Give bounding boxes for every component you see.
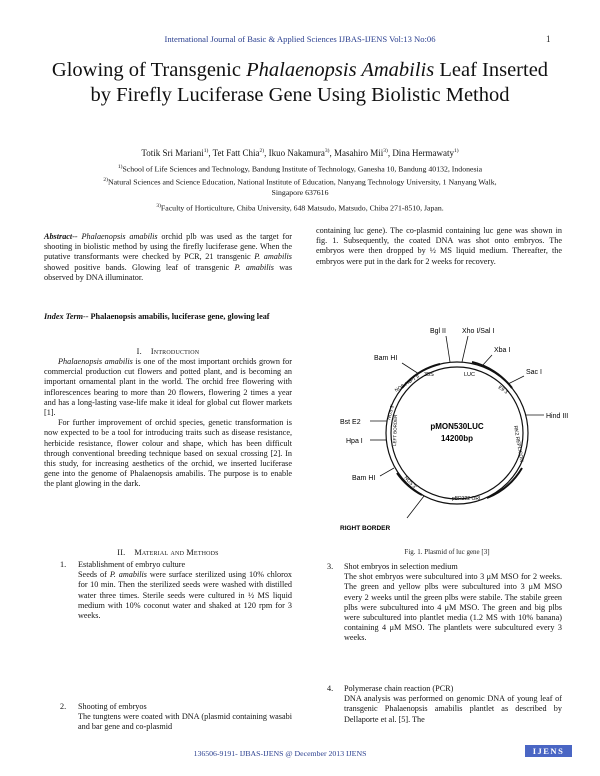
ijens-logo: IJENS [525,745,572,757]
intro-text: is one of the most important orchids grown for commercial production cut flowers and potted plant, and is becoming an important ornamental plant in the world. The orchid free flowering with inflorescences bearing to more than 20 flowers, flowering 2 times a year and has a long-lasting vase-life make it ideal for global cut flower markets [1]. [44,357,293,418]
site-line [508,376,524,384]
list-item-text: were surface sterilized using 10% chlorox for 10 min. Then the sterilized seeds were washed with distilled water three times. Sterile seeds were cultured in ½ MS liquid medium with 10% coconut water and shaked at 120 rpm for 3 weeks. [78,570,293,621]
list-number: 3. [327,562,334,571]
list-number: 2. [60,702,67,711]
author-affil: 3) [383,148,388,154]
author-name: Totik Sri Mariani [141,148,204,158]
list-item-body [78,570,292,621]
right-border-label: RIGHT BORDER [340,525,391,532]
site-line [462,336,468,362]
author-name: Tet Fatt Chia [212,148,260,158]
title-species: Phalaenopsis Amabilis [246,59,435,81]
segment-label-35s: 35S [424,372,434,378]
title-part1: Glowing of Transgenic [51,59,247,81]
author-name: Dina Hermawaty [392,148,455,158]
segment-label-pbr: pBR322 ORI [452,496,481,502]
journal-header: International Journal of Basic & Applied Sciences IJBAS-IJENS Vol:13 No:06 [164,34,436,44]
plasmid-map-figure [312,318,586,544]
abstract-species: P. amabilis [254,252,292,262]
list-item-body: The tungtens were coated with DNA (plasmid containing wasabi and bar gene and co-plasmid [78,712,292,732]
author-affil: 1) [454,148,459,154]
site-label-sac: Sac I [526,369,542,376]
site-label-bgl: Bgl II [430,328,446,335]
list-number: 4. [327,684,334,693]
abstract-label: Abstract-- [44,232,78,241]
segment-label-nptii: NOS / NPT II [394,374,421,394]
site-label-bam1: Bam HI [374,355,398,362]
list-item-title: Establishment of embryo culture [78,560,186,569]
methods-continued: containing luc gene). The co-plasmid containing luc gene was shown in fig. 1. Subsequently, the coated DNA was shot onto embryos. The embryos were then dropped by ½ MS liquid medium. Thereafter, the embryos were put in the dark for 2 weeks for recovery. [316,226,562,266]
affiliation-text: Faculty of Horticulture, Chiba University, 648 Matsudo, Matsudo, Chiba 271-8510, Japan. [160,203,444,213]
paragraph [44,357,292,418]
list-item-body: The shot embryos were subcultured into 3 μM MSO for 2 weeks. The green and yellow plbs were subcultured into 3 μM MSO every 2 weeks until the green plbs were stabile. The stabile green plbs were subcultured into 4 μM MSO. The green and big plbs were subcultured into plantlet media (1.2 MS with 10% banana) containing 4 μM MSO. The plantlets were subcultured every 3 weeks. [344,572,562,643]
index-terms-text: Phalaenopsis amabilis, luciferase gene, glowing leaf [90,312,270,321]
site-line [380,468,394,476]
method-item-1 [78,560,292,621]
abstract-text: was observed by DNA illuminator. [44,262,293,282]
list-item-title: Shooting of embryos [78,702,147,711]
index-terms-label: Index Term [44,312,84,321]
site-label-hpa: Hpa I [346,438,363,445]
list-item-title: Polymerase chain reaction (PCR) [344,684,454,693]
site-label-bst: Bst E2 [340,419,361,426]
affiliation-text: School of Life Sciences and Technology, Bandung Institute of Technology, Ganesha 10, Bandung 40132, Indonesia [122,164,483,174]
section-number: II. [117,548,126,557]
site-label-hind: Hind III [546,413,569,420]
author-name: Ikuo Nakamura [268,148,325,158]
site-line [407,496,424,518]
affiliation-1 [30,162,570,175]
section-heading-introduction [44,347,292,356]
affiliation-2 [30,175,570,199]
abstract [44,232,292,283]
method-item-4 [344,684,562,725]
plasmid-size: 14200bp [440,434,474,443]
site-line [446,336,450,362]
title-part2: Leaf Inserted by Firefly Luciferase Gene Using Biolistic Method [90,59,549,106]
paragraph: For further improvement of orchid species, genetic transformation is now expected to be a tool for introducing traits such as disease resistance, herbicide resistance, flower colour and shape, which has been difficult through conventional breeding technique based on sexual crossing [2]. In this study, for increasing aesthetics of the orchid, we inserted luciferase gene into the genome of Phalaenopsis amabilis. The purpose is to enable the plant glowing in the dark. [44,418,292,489]
method-item-3 [344,562,562,644]
affiliation-3 [30,201,570,214]
segment-arrow [487,468,522,498]
segment-label-nos2: NOS 3' [402,475,417,491]
affiliation-number: 2) [103,177,108,183]
list-item-text: Seeds of [78,570,110,580]
introduction-body [44,357,292,490]
index-terms [44,312,292,322]
method-item-2 [78,702,292,733]
segment-label-nos1: NOS 3' [387,404,396,421]
list-item-title: Shot embryos in selection medium [344,562,458,571]
intro-species: Phalaenopsis amabilis [58,357,133,366]
abstract-species: Phalaenopsis amabilis [81,232,158,241]
author-list: Totik Sri Mariani$^{1)}$, Tet Fatt Chia$^{2)}$, Ikuo Nakamura$^{3)}$, Masahiro Mii$^{3)}$, Dina Hermawaty$^{1)}$ [141,148,459,158]
author-name: Masahiro Mii [333,148,384,158]
abstract-species: P. amabilis [234,262,274,272]
segment-label-luc: LUC [464,372,476,378]
segment-label-left-border: LEFT BORDER [392,414,399,447]
segment-label-e9: E9 3' [496,384,510,397]
paper-title [40,58,560,107]
section-heading-methods [44,548,292,557]
section-title: Material and Methods [134,548,219,557]
site-label-bam2: Bam HI [352,475,376,482]
affiliation-number: 1) [117,164,123,170]
list-item-body: DNA analysis was performed on genomic DNA of young leaf of transgenic Phalaenopsis amabilis plantlet as described by Dellaporte et al. [5]. The [344,694,562,724]
abstract-text: orchid plb was used as the target for shooting in biolistic method by using the firefly luciferase gene. When the putative transformants were checked by PCR, 21 transgenic [44,232,293,262]
site-line [482,355,492,366]
affiliation-text: Natural Sciences and Science Education, National Institute of Education, Nanyang Technology University, 1 Nanyang Walk, [107,177,497,187]
plasmid-name: pMON530LUC [430,422,484,431]
list-number: 1. [60,560,67,569]
index-terms-dashes: -- [83,312,91,321]
affiliation-text: Singapore 637616 [271,188,329,198]
affiliation-number: 3) [156,203,161,209]
site-line [402,363,419,374]
author-affil: 1) [203,148,209,154]
site-label-xho: Xho I/Sal I [462,328,495,335]
segment-label-rk2: RK2 REPLICON [512,425,525,463]
list-item-species: P. amabilis [109,570,147,580]
section-title: Introduction [150,347,200,356]
author-affil: 2) [259,148,265,154]
page-number: 1 [546,34,551,44]
abstract-text: showed positive bands. Glowing leaf of transgenic [44,262,235,272]
figure-caption: Fig. 1. Plasmid of luc gene [3] [404,548,490,556]
page-footer: 136506-9191- IJBAS-IJENS @ December 2013 IJENS [193,749,367,758]
author-affil: 3) [324,148,330,154]
section-number: I. [136,347,142,356]
segment-arrow [472,362,512,388]
site-label-xba: Xba I [494,347,511,354]
